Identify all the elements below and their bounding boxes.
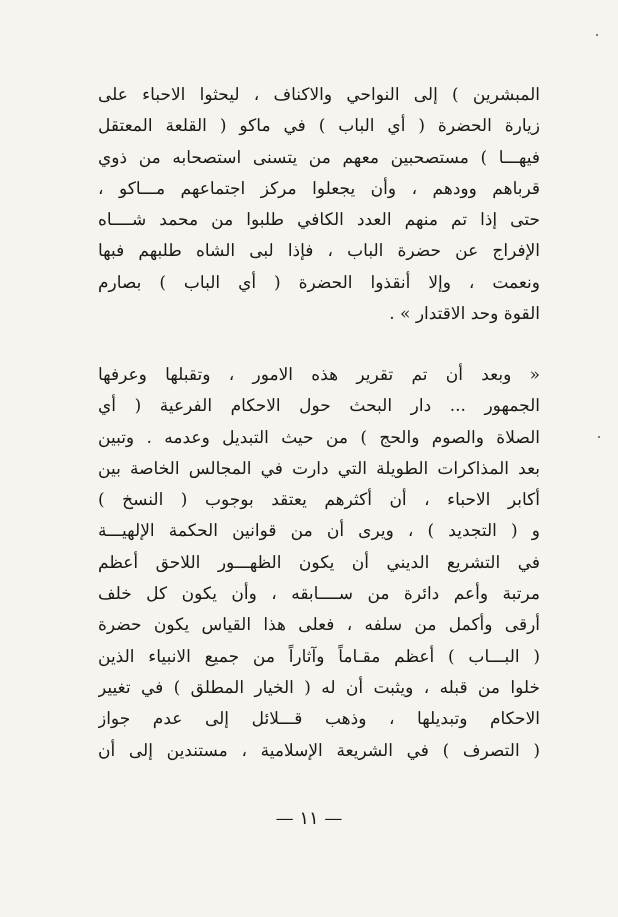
paragraph-1 xyxy=(98,80,540,330)
scan-speck xyxy=(596,34,598,36)
text-line: خلوا من قبله ، ويثبت أن له ( الخيار المطلق ) في تغيير xyxy=(98,677,540,698)
text-line: الاحكام وتبديلها ، وذهب قـــلائل إلى عدم جواز xyxy=(98,709,540,730)
text-line: المبشرين ) إلى النواحي والاكناف ، ليحثوا الاحباء على xyxy=(98,85,540,105)
page-number: — ١١ — xyxy=(275,808,343,829)
text-line: ونعمت ، وإلا أنقذوا الحضرة ( أي الباب ) بصارم xyxy=(98,272,540,293)
text-line: في التشريع الديني أن يكون الظهـــور اللاحق أعظم xyxy=(98,552,540,573)
text-line: أكابر الاحباء ، أن أكثرهم يعتقد بوجوب ( النسخ ) xyxy=(98,490,540,511)
text-line: قرباهم وودهم ، وأن يجعلوا مركز اجتماعهم مـــاكو ، xyxy=(98,178,540,199)
paragraph-2 xyxy=(98,360,540,767)
text-line: مرتبة وأعم دائرة من ســــابقه ، وأن يكون كل خلف xyxy=(98,584,540,605)
text-line: زيارة الحضرة ( أي الباب ) في ماكو ( القلعة المعتقل xyxy=(98,116,540,137)
text-line: و ( التجديد ) ، ويرى أن من قوانين الحكمة الإلهيـــة xyxy=(98,521,540,542)
text-line: حتى إذا تم منهم العدد الكافي طلبوا من محمد شــــاه xyxy=(98,210,540,231)
text-line: الصلاة والصوم والحج ) من حيث التبديل وعدمه . وتبين xyxy=(98,427,540,448)
text-line: فيهـــا ) مستصحبين معهم من يتسنى استصحابه من ذوي xyxy=(98,147,540,168)
text-line: أرقى وأكمل من سلفه ، فعلى هذا القياس يكون حضرة xyxy=(98,615,540,636)
text-line: ( البـــاب ) أعظم مقـاماً وآثاراً من جميع الانبياء الذين xyxy=(98,646,540,667)
text-line: ( التصرف ) في الشريعة الإسلامية ، مستندين إلى أن xyxy=(98,740,540,761)
text-line: الإفراج عن حضرة الباب ، فإذا لبى الشاه طلبهم فبها xyxy=(98,241,540,262)
text-line: الجمهور ... دار البحث حول الاحكام الفرعية ( أي xyxy=(98,396,540,417)
text-line: القوة وحد الاقتدار » . xyxy=(389,304,540,325)
scan-speck xyxy=(598,436,600,438)
text-line: بعد المذاكرات الطويلة التي دارت في المجالس الخاصة بين xyxy=(98,458,540,479)
text-line: « وبعد أن تم تقرير هذه الامور ، وتقبلها وعرفها xyxy=(98,365,540,385)
